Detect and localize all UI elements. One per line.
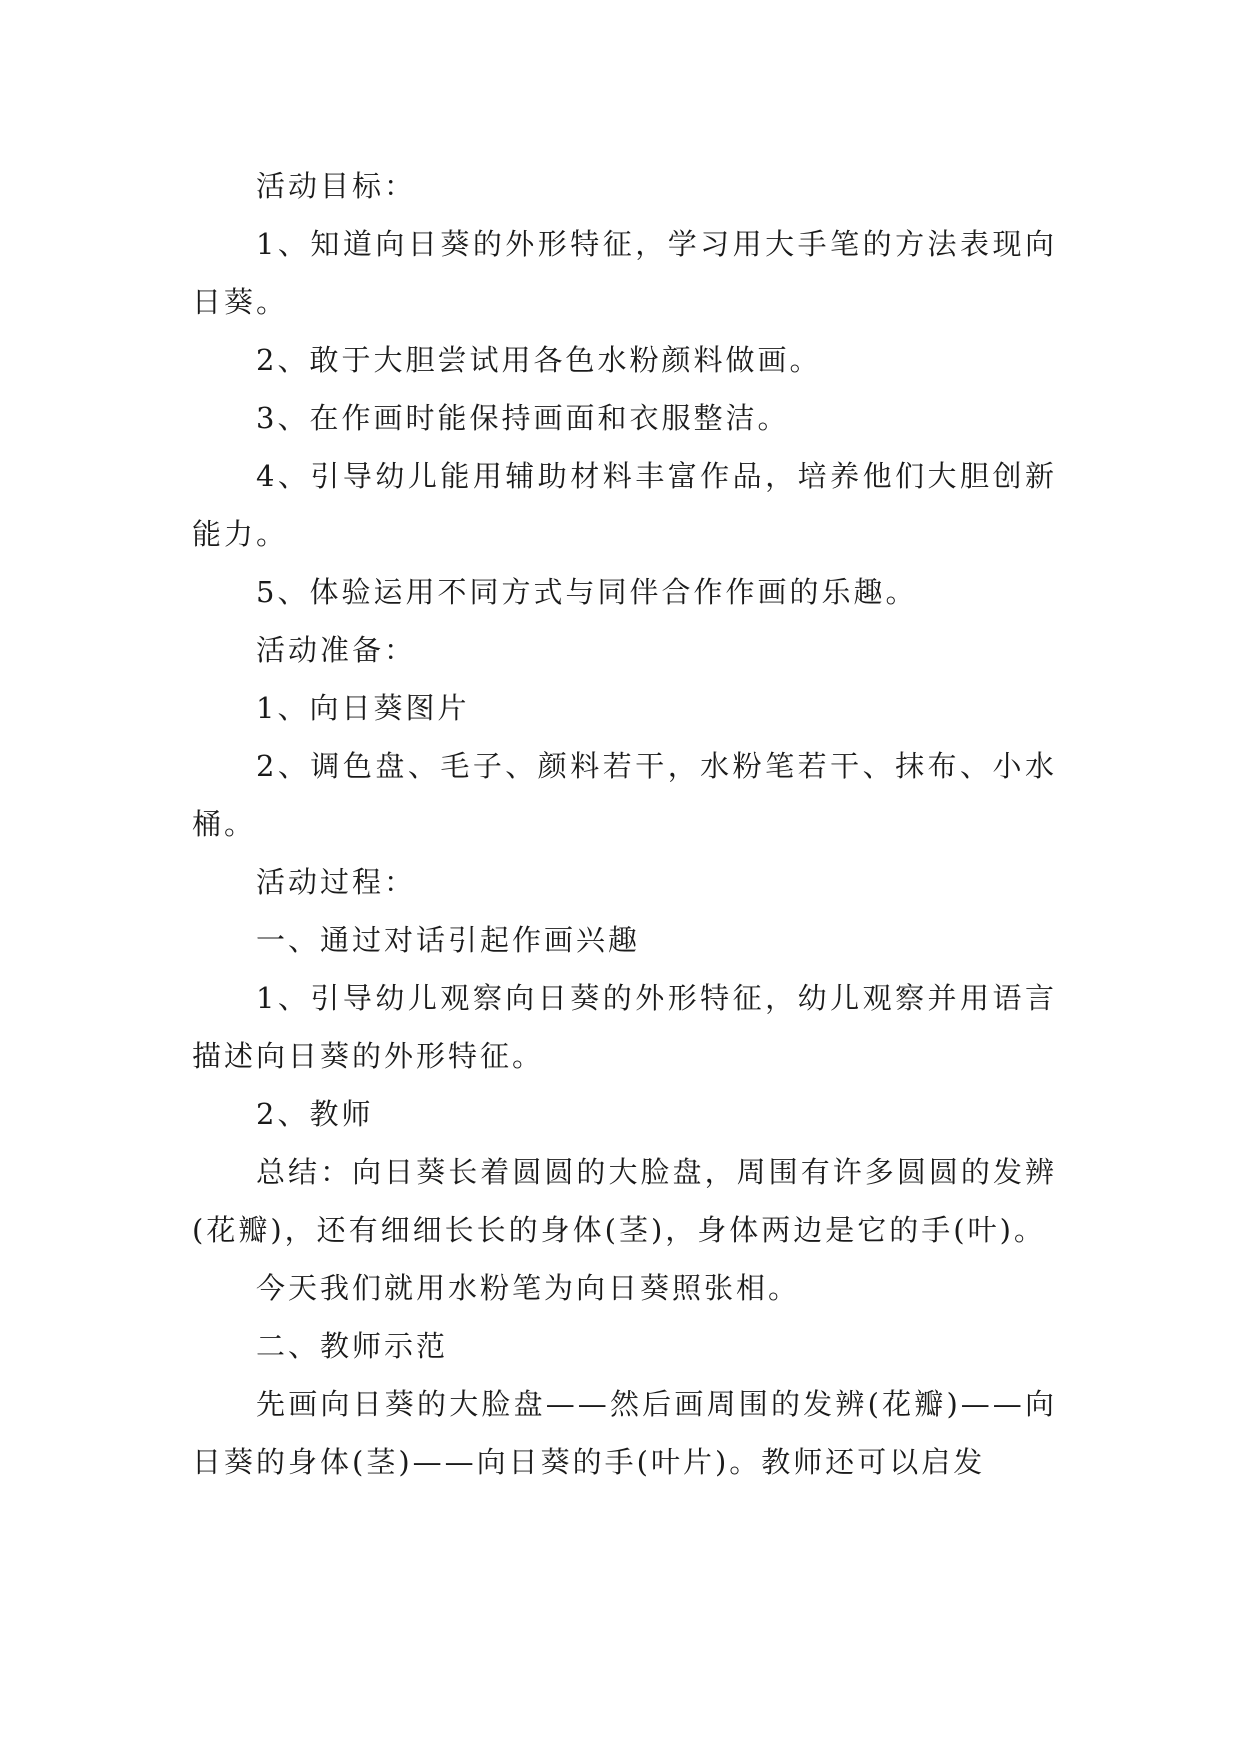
heading-activity-process: 活动过程： [256, 865, 417, 899]
goal-item-4: 4、引导幼儿能用辅助材料丰富作品，培养他们大胆创新能力。 [192, 459, 1057, 551]
heading-activity-preparation: 活动准备： [256, 633, 417, 667]
preparation-item-2: 2、调色盘、毛子、颜料若干，水粉笔若干、抹布、小水桶。 [192, 749, 1057, 841]
goal-item-5: 5、体验运用不同方式与同伴合作作画的乐趣。 [256, 575, 918, 609]
process-step-2-heading: 二、教师示范 [256, 1329, 449, 1363]
teacher-summary: 总结：向日葵长着圆圆的大脸盘，周围有许多圆圆的发辨(花瓣)，还有细细长长的身体(茎)，身体两边是它的手(叶)。 [192, 1155, 1057, 1247]
goal-item-2: 2、敢于大胆尝试用各色水粉颜料做画。 [256, 343, 822, 377]
demonstration-text: 先画向日葵的大脸盘——然后画周围的发辨(花瓣)——向日葵的身体(茎)——向日葵的手(叶片)。教师还可以启发 [192, 1387, 1057, 1479]
document-body [192, 157, 1057, 1491]
process-step-1-item-1: 1、引导幼儿观察向日葵的外形特征，幼儿观察并用语言描述向日葵的外形特征。 [192, 981, 1057, 1073]
process-step-1-item-2: 2、教师 [256, 1097, 374, 1131]
process-step-1-heading: 一、通过对话引起作画兴趣 [256, 923, 641, 957]
today-activity: 今天我们就用水粉笔为向日葵照张相。 [256, 1271, 801, 1305]
goal-item-1: 1、知道向日葵的外形特征，学习用大手笔的方法表现向日葵。 [192, 227, 1057, 319]
preparation-item-1: 1、向日葵图片 [256, 691, 470, 725]
heading-activity-goals: 活动目标： [256, 169, 417, 203]
goal-item-3: 3、在作画时能保持画面和衣服整洁。 [256, 401, 790, 435]
